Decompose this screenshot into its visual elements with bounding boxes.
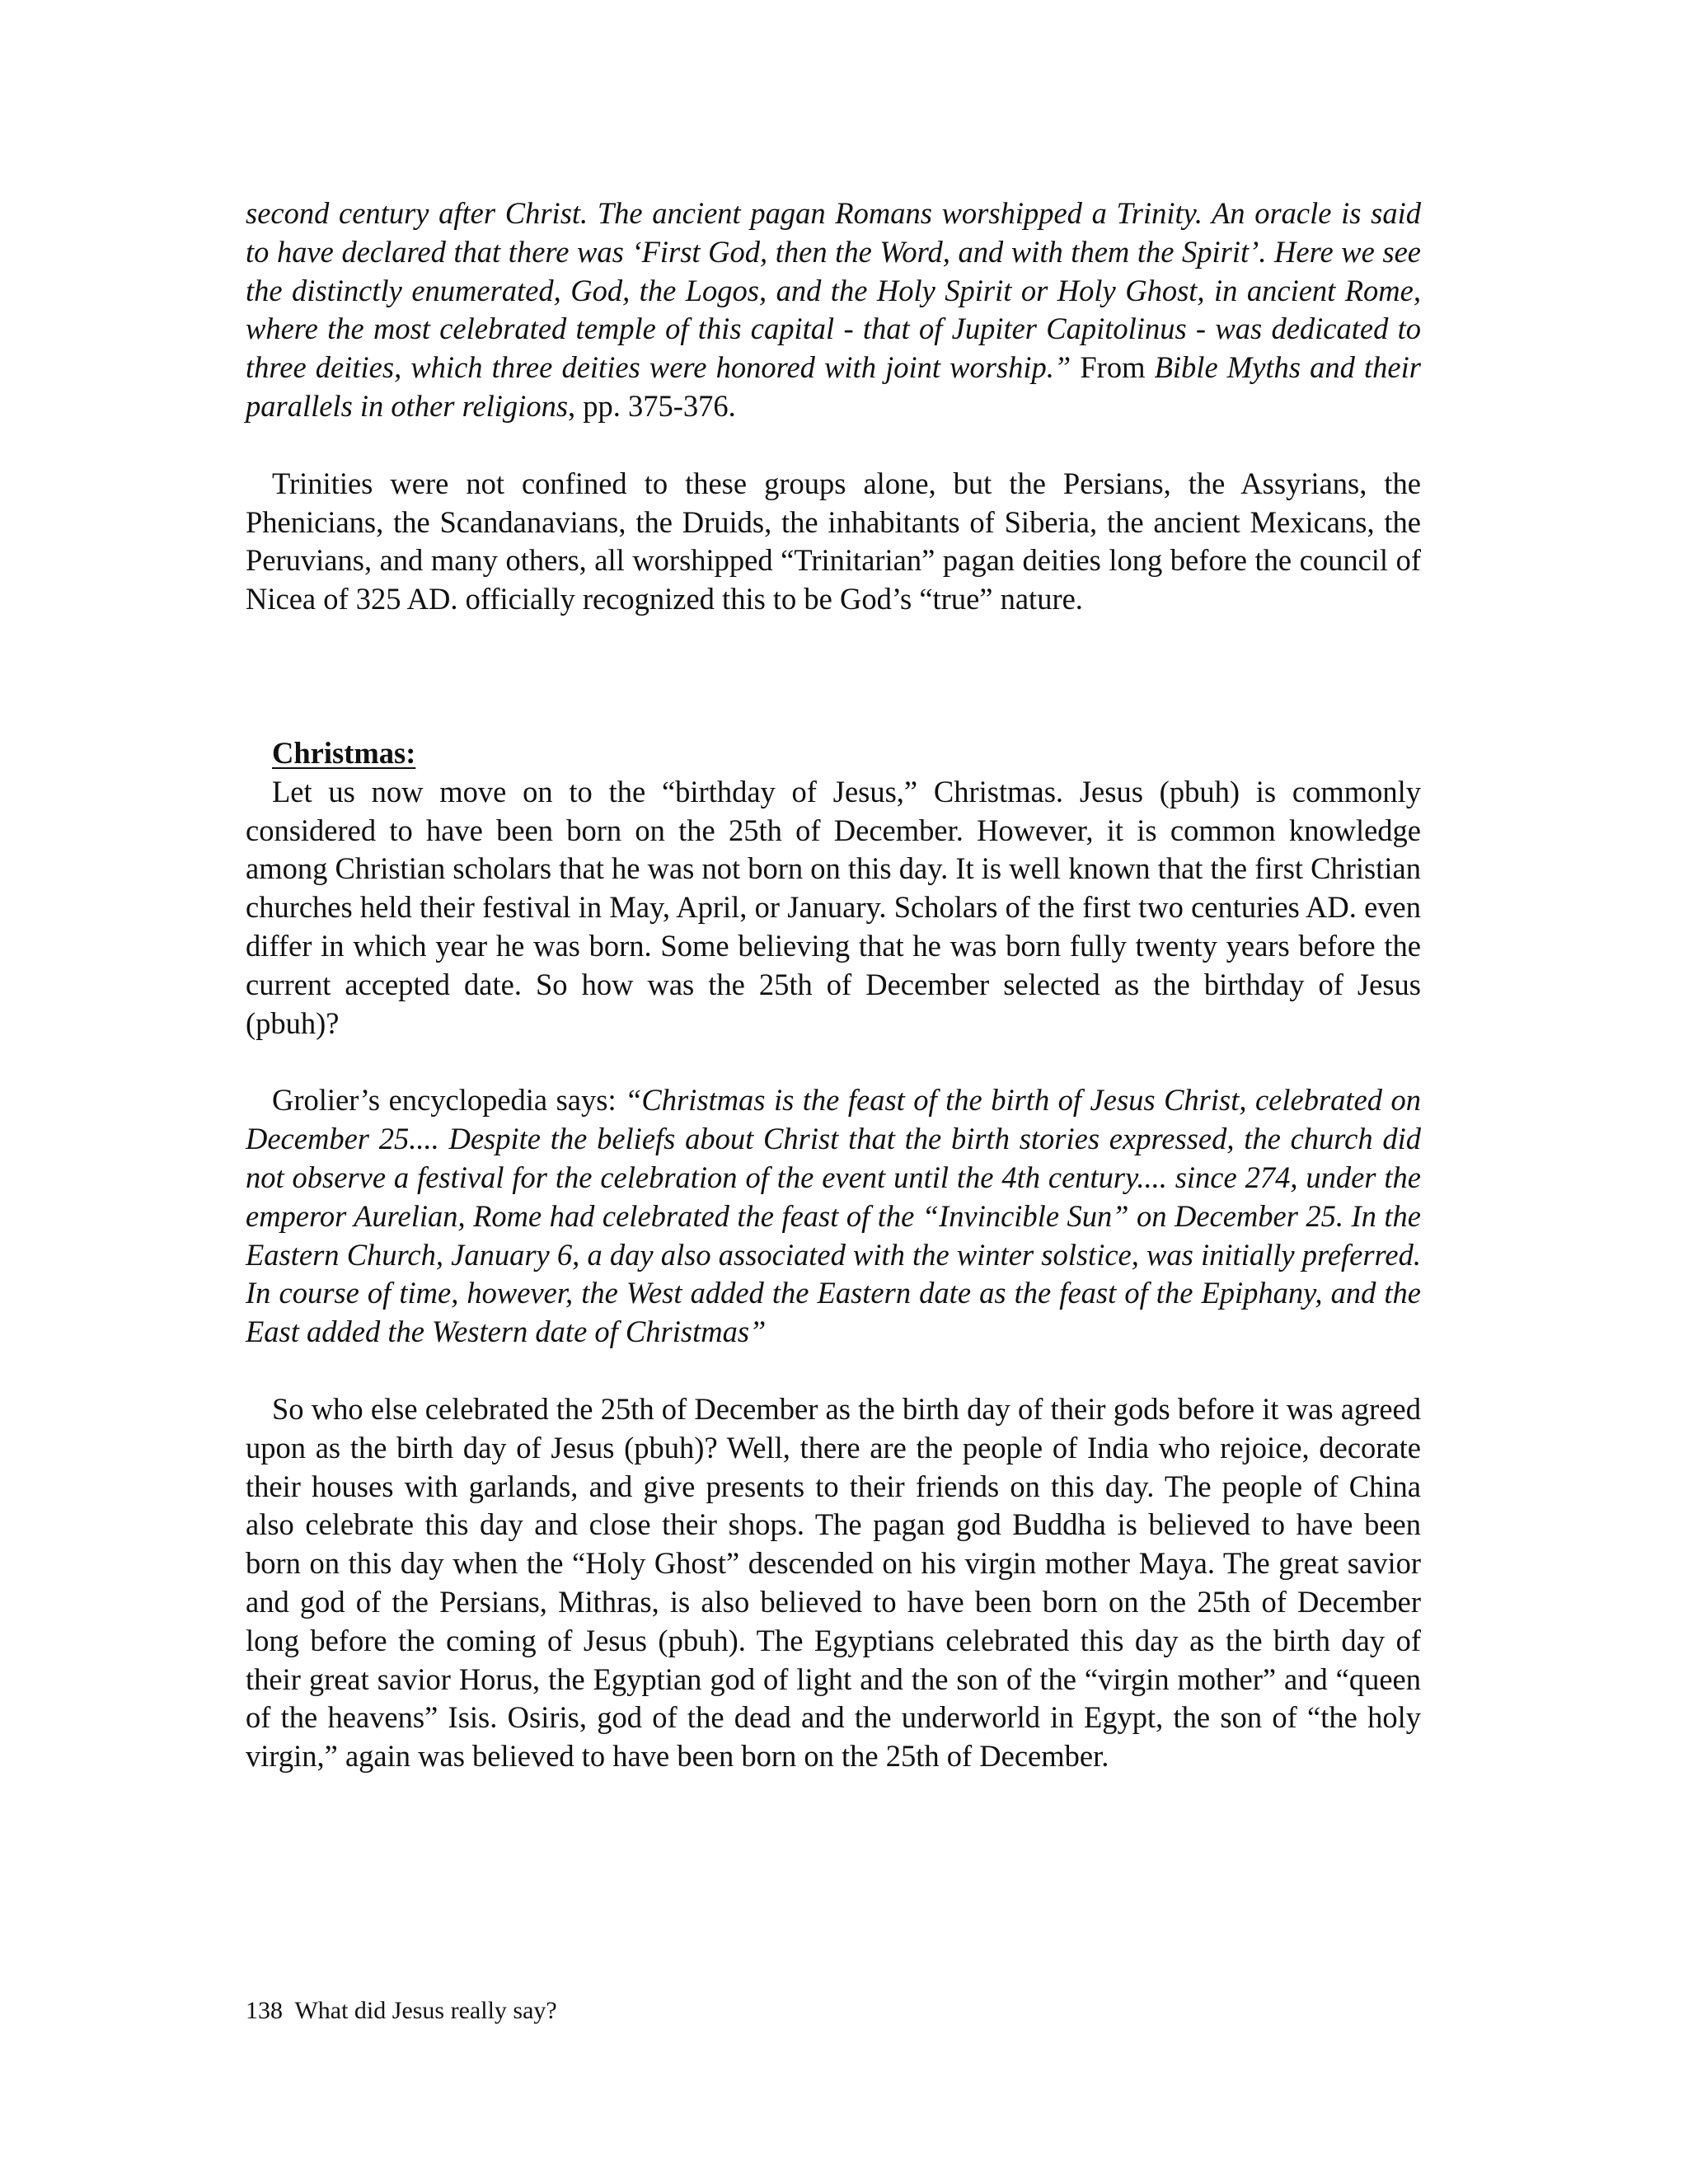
section-heading-christmas: Christmas:	[272, 735, 416, 770]
source-pages: , pp. 375-376.	[568, 388, 736, 423]
paragraph-spacer	[246, 1043, 1421, 1081]
paragraph-spacer	[246, 426, 1421, 465]
paragraph-spacer	[246, 1352, 1421, 1390]
paragraph-trinity-quote	[246, 194, 1421, 426]
page-body	[246, 194, 1421, 1776]
paragraph-trinities: Trinities were not confined to these groups alone, but the Persians, the Assyrians, the Phenicians, the Scandanavians, the Druids, the inhabitants of Siberia, the ancient Mexicans, the Peruvians, and many others, all worshipped “Trinitarian” pagan deities long before the council of Nicea of 325 AD. officially recognized this to be God’s “true” nature.	[246, 466, 1421, 616]
grolier-intro: Grolier’s encyclopedia says:	[272, 1083, 626, 1118]
from-label: From	[1071, 350, 1155, 385]
paragraph-grolier-quote	[246, 1081, 1421, 1352]
book-title: What did Jesus really say?	[294, 1997, 557, 2024]
trinity-quote-text: second century after Christ. The ancient pagan Romans worshipped a Trinity. An oracle is said to have declared that there was ‘First God, then the Word, and with them the Spirit’. Here we see the distinctly enumerated, God, the Logos, and the Holy Spirit or Holy Ghost, in ancient Rome, where the most celebrated temple of this capital - that of Jupiter Capitolinus - was dedicated to three deities, which three deities were honored with joint worship.”	[246, 196, 1421, 385]
page-number: 138	[246, 1997, 283, 2024]
paragraph-other-gods: So who else celebrated the 25th of December as the birth day of their gods before it was agreed upon as the birth day of Jesus (pbuh)? Well, there are the people of India who rejoice, decorate their houses with garlands, and give presents to their friends on this day. The people of China also celebrate this day and close their shops. The pagan god Buddha is believed to have been born on this day when the “Holy Ghost” descended on his virgin mother Maya. The great savior and god of the Persians, Mithras, is also believed to have been born on the 25th of December long before the coming of Jesus (pbuh). The Egyptians celebrated this day as the birth day of their great savior Horus, the Egyptian god of light and the son of the “virgin mother” and “queen of the heavens” Isis. Osiris, god of the dead and the underworld in Egypt, the son of “the holy virgin,” again was believed to have been born on the 25th of December.	[246, 1391, 1421, 1774]
page-footer	[246, 1996, 557, 2026]
section-spacer	[246, 619, 1421, 734]
source-title: Bible Myths and their parallels in other religions	[246, 350, 1421, 423]
grolier-quote-text: “Christmas is the feast of the birth of Jesus Christ, celebrated on December 25.... Despite the beliefs about Christ that the birth stories expressed, the church did not observe a festival for the celebration of the event until the 4th century.... since 274, under the emperor Aurelian, Rome had celebrated the feast of the “Invincible Sun” on December 25. In the Eastern Church, January 6, a day also associated with the winter solstice, was initially preferred. In course of time, however, the West added the Eastern date as the feast of the Epiphany, and the East added the Western date of Christmas”	[246, 1083, 1421, 1349]
paragraph-birthday-of-jesus: Let us now move on to the “birthday of Jesus,” Christmas. Jesus (pbuh) is commonly considered to have been born on the 25th of December. However, it is common knowledge among Christian scholars that he was not born on this day. It is well known that the first Christian churches held their festival in May, April, or January. Scholars of the first two centuries AD. even differ in which year he was born. Some believing that he was born fully twenty years before the current accepted date. So how was the 25th of December selected as the birthday of Jesus (pbuh)?	[246, 774, 1421, 1040]
